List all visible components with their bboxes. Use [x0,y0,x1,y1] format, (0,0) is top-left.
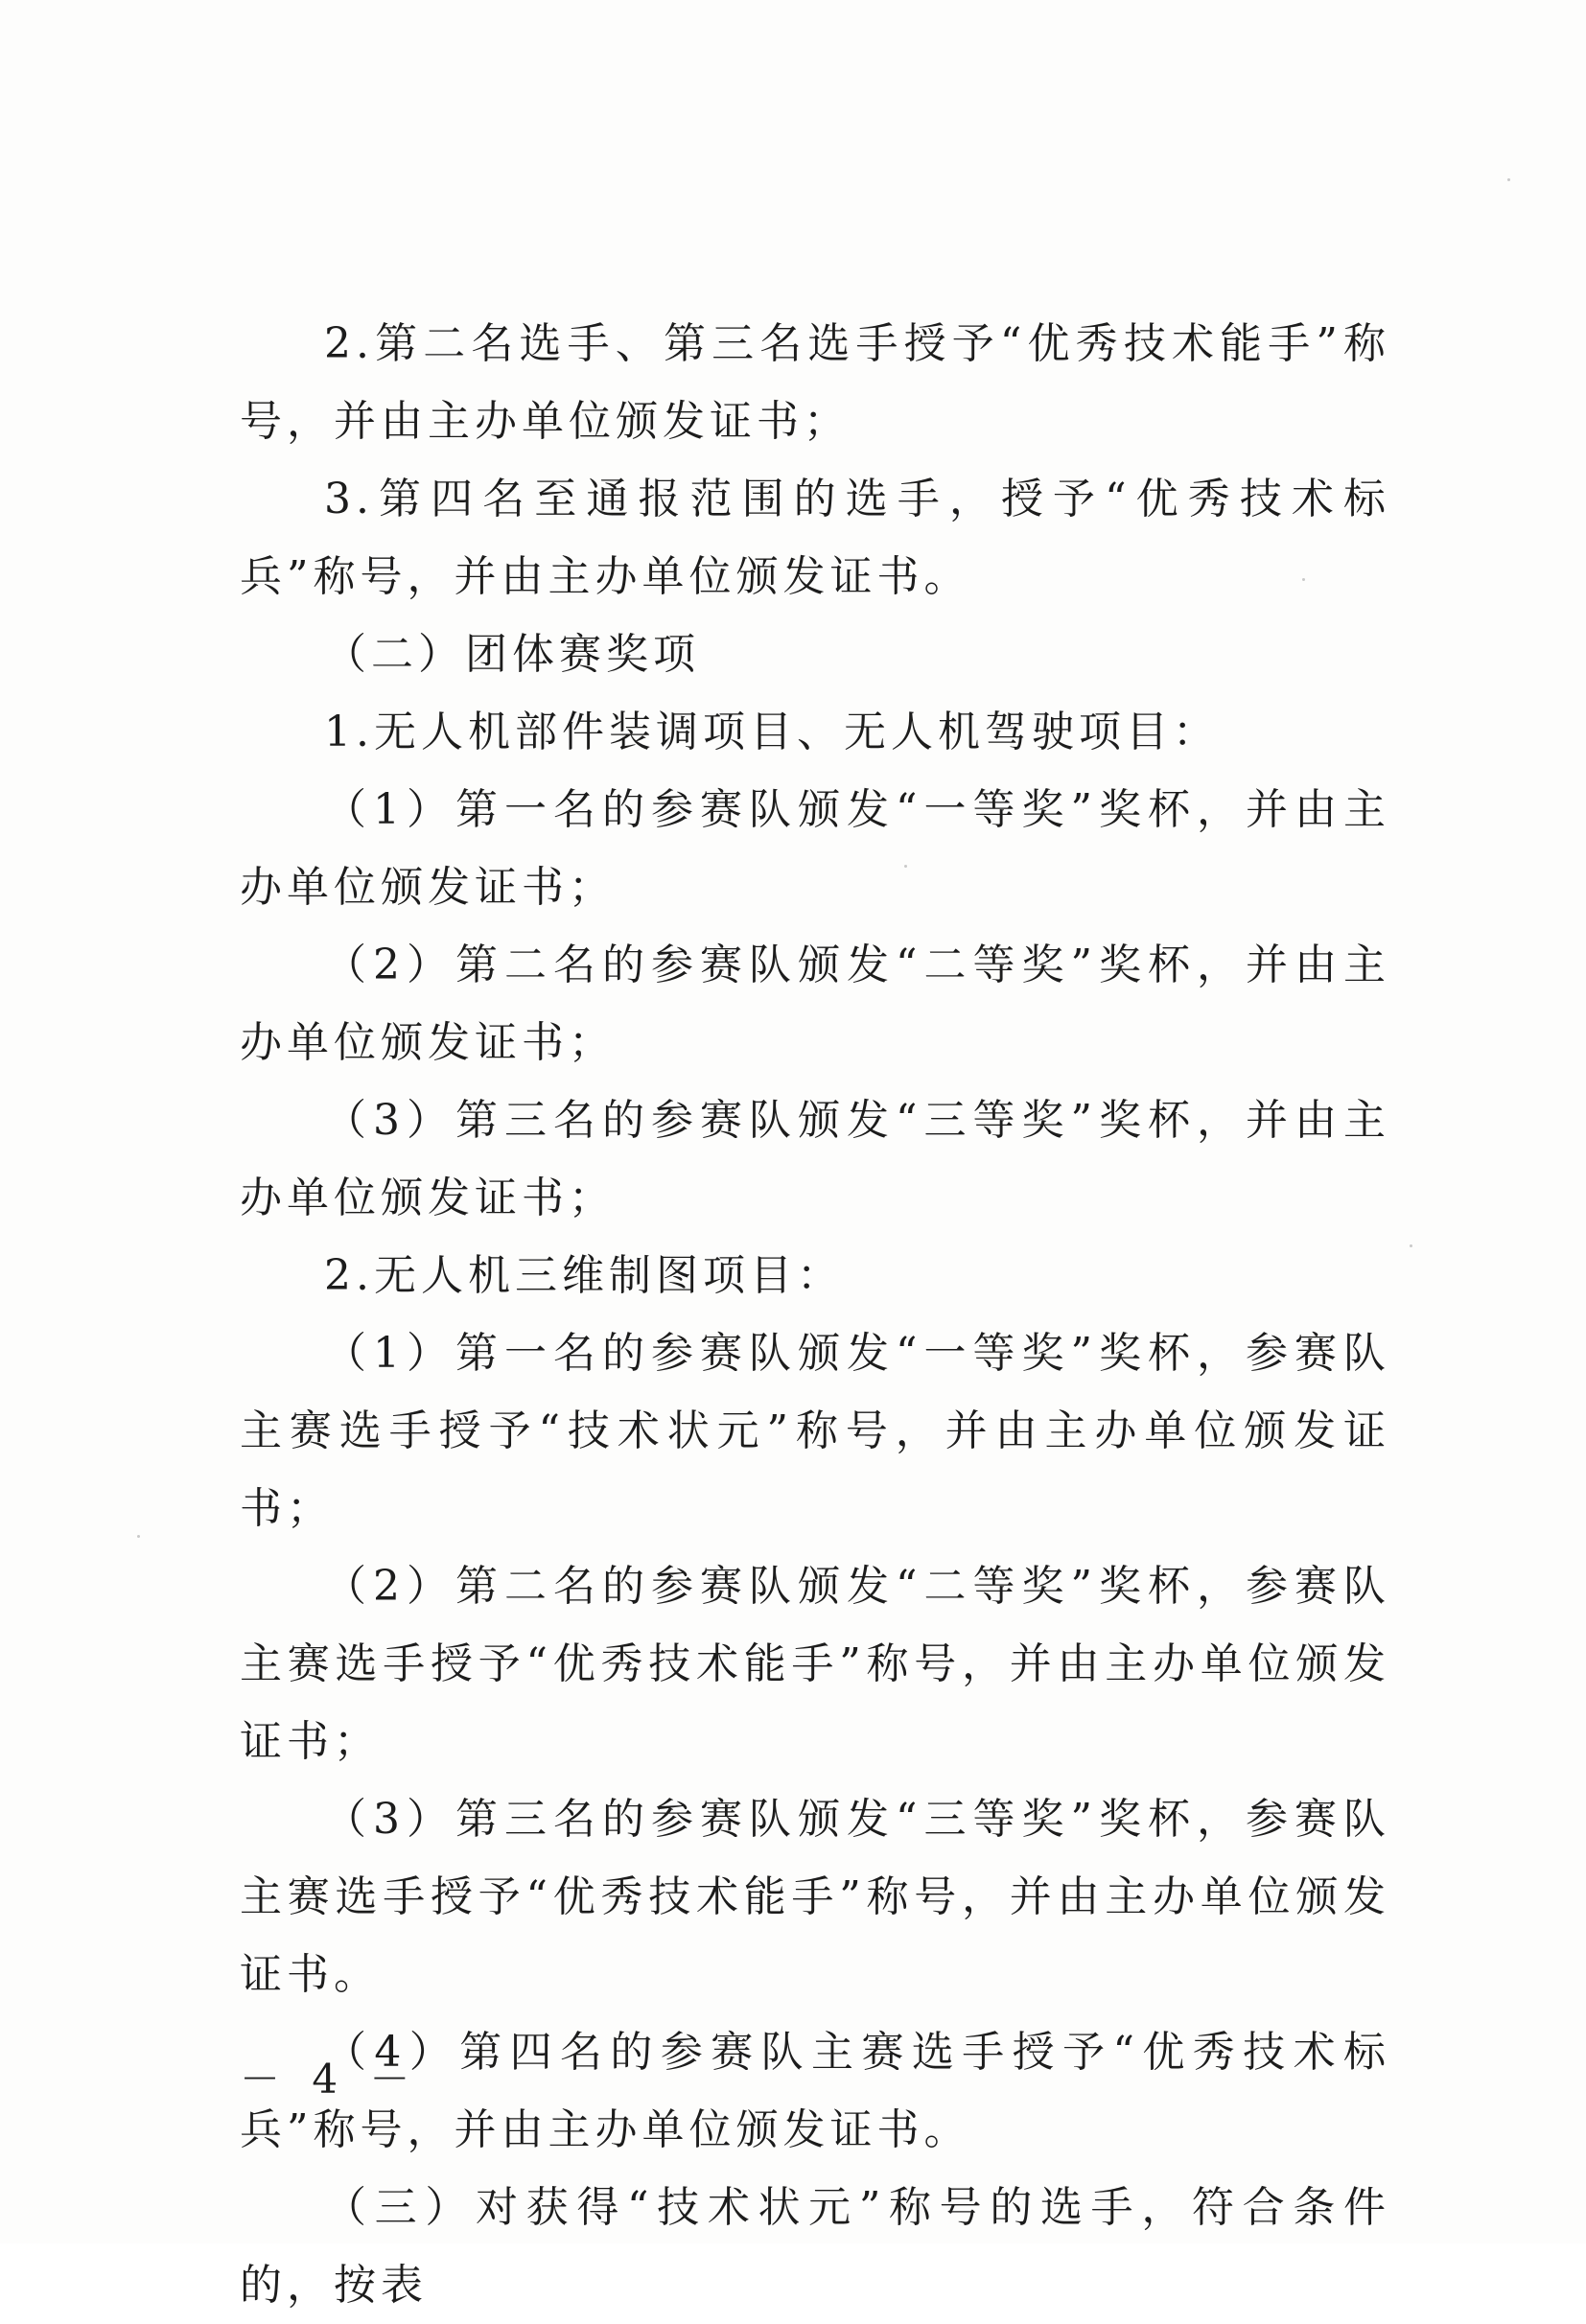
paragraph-team-item-1-title: 1.无人机部件装调项目、无人机驾驶项目： [324,708,1220,756]
page-number: － 4 － [240,2056,420,2103]
paragraph-team-item-1-third: （3）第三名的参赛队颁发“三等奖”奖杯，并由主办单位颁发证书； [240,1096,1390,1222]
paragraph-team-item-2-title: 2.无人机三维制图项目： [324,1251,844,1300]
paragraph-team-item-1-second: （2）第二名的参赛队颁发“二等奖”奖杯，并由主办单位颁发证书； [240,941,1390,1067]
scan-speck [137,1535,140,1538]
scan-speck [1507,178,1510,181]
paragraph-individual-award-2: 2.第二名选手、第三名选手授予“优秀技术能手”称号，并由主办单位颁发证书； [240,319,1390,446]
paragraph-team-item-2-first: （1）第一名的参赛队颁发“一等奖”奖杯，参赛队主赛选手授予“技术状元”称号，并由主办单位颁发证书； [240,1329,1390,1533]
section-heading-team-awards: （二）团体赛奖项 [324,630,700,679]
document-body [240,305,1390,2324]
paragraph-team-item-2-third: （3）第三名的参赛队颁发“三等奖”奖杯，参赛队主赛选手授予“优秀技术能手”称号，并由主办单位颁发证书。 [240,1795,1390,1999]
scan-speck [1410,1244,1412,1247]
paragraph-team-item-2-second: （2）第二名的参赛队颁发“二等奖”奖杯，参赛队主赛选手授予“优秀技术能手”称号，并由主办单位颁发证书； [240,1562,1390,1766]
section-heading-champion-title: （三）对获得“技术状元”称号的选手，符合条件的，按表 [240,2183,1390,2310]
scan-speck [1302,578,1305,581]
paragraph-individual-award-3: 3.第四名至通报范围的选手，授予“优秀技术标兵”称号，并由主办单位颁发证书。 [240,475,1390,601]
paragraph-team-item-2-fourth: （4）第四名的参赛队主赛选手授予“优秀技术标兵”称号，并由主办单位颁发证书。 [240,2028,1390,2154]
paragraph-team-item-1-first: （1）第一名的参赛队颁发“一等奖”奖杯，并由主办单位颁发证书； [240,785,1390,912]
scan-speck [904,865,907,868]
